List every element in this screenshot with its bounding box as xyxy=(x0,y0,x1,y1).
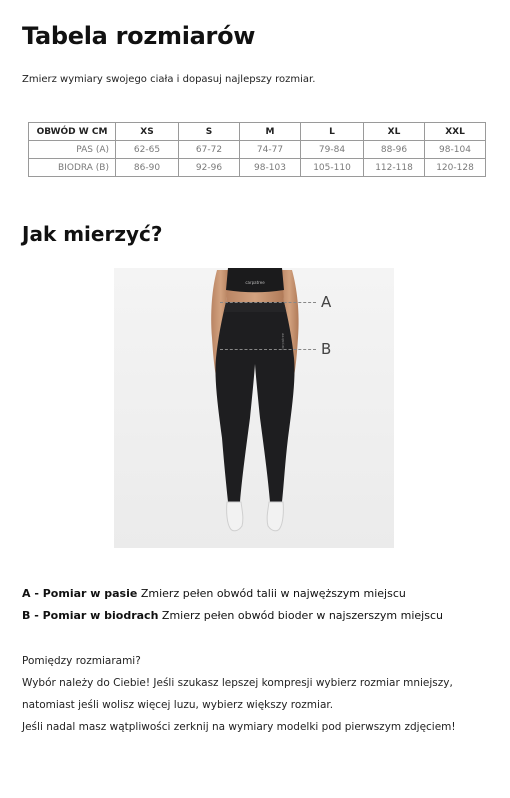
measurement-a-description xyxy=(22,587,406,600)
size-table xyxy=(28,122,486,177)
right-shoe xyxy=(267,502,283,531)
table-cell: 98-103 xyxy=(240,159,301,177)
header-cell-xxl: XXL xyxy=(425,123,486,141)
table-cell: 67-72 xyxy=(179,141,240,159)
how-to-measure-heading: Jak mierzyć? xyxy=(22,222,163,246)
table-cell: 74-77 xyxy=(240,141,301,159)
advice-line: Pomiędzy rozmiarami? xyxy=(22,655,141,667)
header-cell-s: S xyxy=(179,123,240,141)
size-table-header xyxy=(29,123,486,141)
header-cell-m: M xyxy=(240,123,301,141)
advice-line: Wybór należy do Ciebie! Jeśli szukasz lepszej kompresji wybierz rozmiar mniejszy, xyxy=(22,677,453,689)
intro-text: Zmierz wymiary swojego ciała i dopasuj najlepszy rozmiar. xyxy=(22,74,316,85)
table-cell: 62-65 xyxy=(116,141,179,159)
measurement-a-title: A - Pomiar w pasie xyxy=(22,587,138,600)
hip-measure-line xyxy=(220,349,316,350)
table-cell: 92-96 xyxy=(179,159,240,177)
table-cell: 88-96 xyxy=(364,141,425,159)
table-cell: 120-128 xyxy=(425,159,486,177)
page-title: Tabela rozmiarów xyxy=(22,22,256,50)
marker-b-label: B xyxy=(321,340,332,358)
measurement-a-text: Zmierz pełen obwód talii w najwęższym miejscu xyxy=(140,587,406,600)
table-row xyxy=(29,159,486,177)
waistband-logo: carpatree xyxy=(281,333,285,350)
left-shoe xyxy=(227,502,243,531)
model-figure-illustration xyxy=(114,268,394,548)
table-cell: 105-110 xyxy=(301,159,364,177)
header-cell-circumference: OBWÓD W CM xyxy=(29,123,116,141)
table-cell: 79-84 xyxy=(301,141,364,159)
table-row xyxy=(29,141,486,159)
measurement-b-description xyxy=(22,609,443,622)
waistband xyxy=(224,302,286,312)
table-cell: 98-104 xyxy=(425,141,486,159)
measurement-b-text: Zmierz pełen obwód bioder w najszerszym miejscu xyxy=(161,609,443,622)
model-photo xyxy=(114,268,394,548)
bra-band-logo: carpatree xyxy=(245,280,265,285)
header-cell-l: L xyxy=(301,123,364,141)
advice-line: natomiast jeśli wolisz więcej luzu, wybierz większy rozmiar. xyxy=(22,699,334,711)
advice-line: Jeśli nadal masz wątpliwości zerknij na wymiary modelki pod pierwszym zdjęciem! xyxy=(22,721,456,733)
table-cell: 86-90 xyxy=(116,159,179,177)
marker-a-label: A xyxy=(321,293,332,311)
measurement-b-title: B - Pomiar w biodrach xyxy=(22,609,159,622)
table-cell: 112-118 xyxy=(364,159,425,177)
waist-measure-line xyxy=(220,302,316,303)
row-label-hips: BIODRA (B) xyxy=(29,159,116,177)
size-advice xyxy=(22,650,456,738)
row-label-waist: PAS (A) xyxy=(29,141,116,159)
header-cell-xs: XS xyxy=(116,123,179,141)
header-cell-xl: XL xyxy=(364,123,425,141)
